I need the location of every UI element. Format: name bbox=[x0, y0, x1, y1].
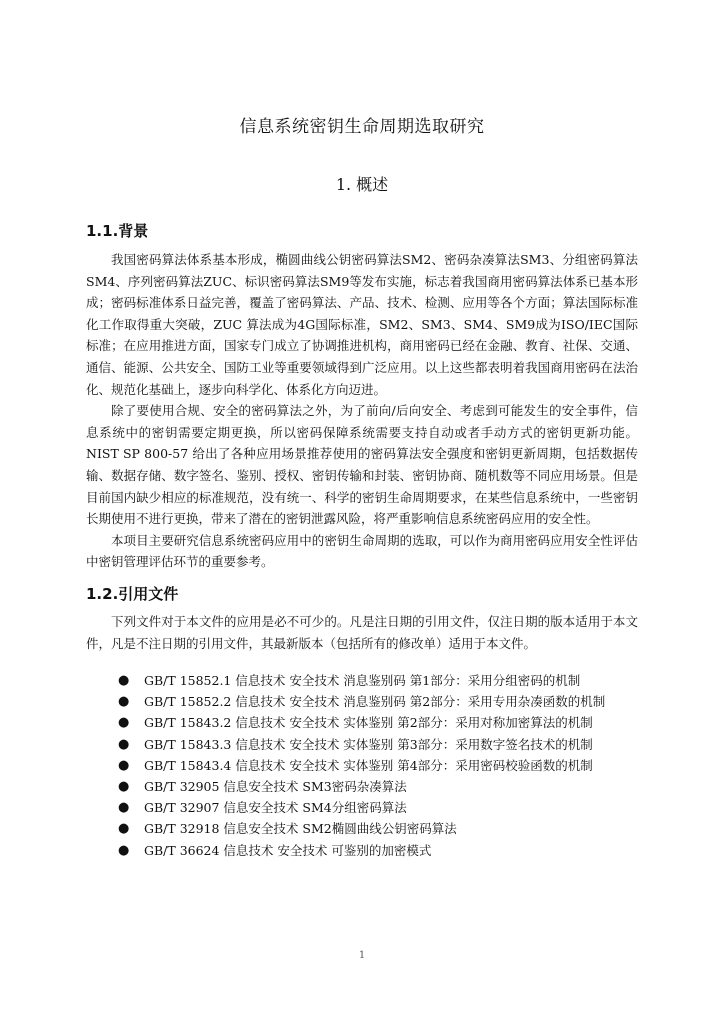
reference-text: GB/T 15852.2 信息技术 安全技术 消息鉴别码 第2部分：采用专用杂凑函数的机制 bbox=[144, 694, 606, 710]
background-heading: 1.1.背景 bbox=[86, 222, 149, 240]
background-paragraph-2: 除了要使用合规、安全的密码算法之外，为了前向/后向安全、考虑到可能发生的安全事件，信息系统中的密钥需要定期更换，所以密码保障系统需要支持自动或者手动方式的密钥更新功能。NIST SP 800-57 给出了各种应用场景推荐使用的密码算法安全强度和密钥更新周期，包括数据传输、数据存储、数字签名、鉴别、授权、密钥传输和封装、密钥协商、随机数等不同应用场景。但是目前国内缺少相应的标准规范，没有统一、科学的密钥生命周期要求，在某些信息系统中，一些密钥长期使用不进行更换，带来了潜在的密钥泄露风险，将严重影响信息系统密码应用的安全性。 bbox=[86, 403, 638, 527]
list-item bbox=[86, 818, 638, 839]
reference-list bbox=[86, 670, 638, 861]
references-intro bbox=[86, 611, 638, 654]
bullet-icon: ● bbox=[118, 821, 130, 837]
bullet-icon: ● bbox=[118, 736, 130, 752]
bullet-icon: ● bbox=[118, 694, 130, 710]
list-item bbox=[86, 712, 638, 733]
reference-text: GB/T 15843.3 信息技术 安全技术 实体鉴别 第3部分：采用数字签名技术的机制 bbox=[144, 736, 593, 752]
reference-text: GB/T 36624 信息技术 安全技术 可鉴别的加密模式 bbox=[144, 842, 432, 858]
bullet-icon: ● bbox=[118, 842, 130, 858]
section-title: 1. 概述 bbox=[335, 175, 389, 194]
list-item bbox=[86, 840, 638, 861]
background-body bbox=[86, 249, 638, 573]
bullet-icon: ● bbox=[118, 673, 130, 688]
bullet-icon: ● bbox=[118, 800, 130, 816]
reference-text: GB/T 15843.4 信息技术 安全技术 实体鉴别 第4部分：采用密码校验函数的机制 bbox=[144, 757, 593, 773]
bullet-icon: ● bbox=[118, 715, 130, 731]
list-item bbox=[86, 691, 638, 712]
list-item bbox=[86, 670, 638, 691]
reference-text: GB/T 32907 信息安全技术 SM4分组密码算法 bbox=[144, 800, 407, 816]
list-item bbox=[86, 776, 638, 797]
reference-text: GB/T 15852.1 信息技术 安全技术 消息鉴别码 第1部分：采用分组密码的机制 bbox=[144, 673, 581, 688]
list-item bbox=[86, 734, 638, 755]
bullet-icon: ● bbox=[118, 779, 130, 795]
references-intro-text: 下列文件对于本文件的应用是必不可少的。凡是注日期的引用文件，仅注日期的版本适用于本文件，凡是不注日期的引用文件，其最新版本（包括所有的修改单）适用于本文件。 bbox=[86, 614, 638, 651]
reference-text: GB/T 32905 信息安全技术 SM3密码杂凑算法 bbox=[144, 779, 407, 795]
reference-text: GB/T 15843.2 信息技术 安全技术 实体鉴别 第2部分：采用对称加密算法的机制 bbox=[144, 715, 593, 731]
list-item bbox=[86, 755, 638, 776]
document-title: 信息系统密钥生命周期选取研究 bbox=[239, 117, 485, 137]
reference-text: GB/T 32918 信息安全技术 SM2椭圆曲线公钥密码算法 bbox=[144, 821, 457, 837]
list-item bbox=[86, 797, 638, 818]
background-paragraph-1: 我国密码算法体系基本形成，椭圆曲线公钥密码算法SM2、密码杂凑算法SM3、分组密码算法SM4、序列密码算法ZUC、标识密码算法SM9等发布实施，标志着我国商用密码算法体系已基本形成；密码标准体系日益完善，覆盖了密码算法、产品、技术、检测、应用等各个方面；算法国际标准化工作取得重大突破，ZUC 算法成为4G国际标准，SM2、SM3、SM4、SM9成为ISO/IEC国际标准；在应用推进方面，国家专门成立了协调推进机构，商用密码已经在金融、教育、社保、交通、通信、能源、公共安全、国防工业等重要领域得到广泛应用。以上这些都表明着我国商用密码在法治化、规范化基础上，逐步向科学化、体系化方向迈进。 bbox=[86, 252, 638, 397]
references-heading: 1.2.引用文件 bbox=[86, 585, 179, 603]
bullet-icon: ● bbox=[118, 757, 130, 773]
background-paragraph-3: 本项目主要研究信息系统密码应用中的密钥生命周期的选取，可以作为商用密码应用安全性评估中密钥管理评估环节的重要参考。 bbox=[86, 532, 638, 570]
page-number: 1 bbox=[358, 950, 366, 961]
